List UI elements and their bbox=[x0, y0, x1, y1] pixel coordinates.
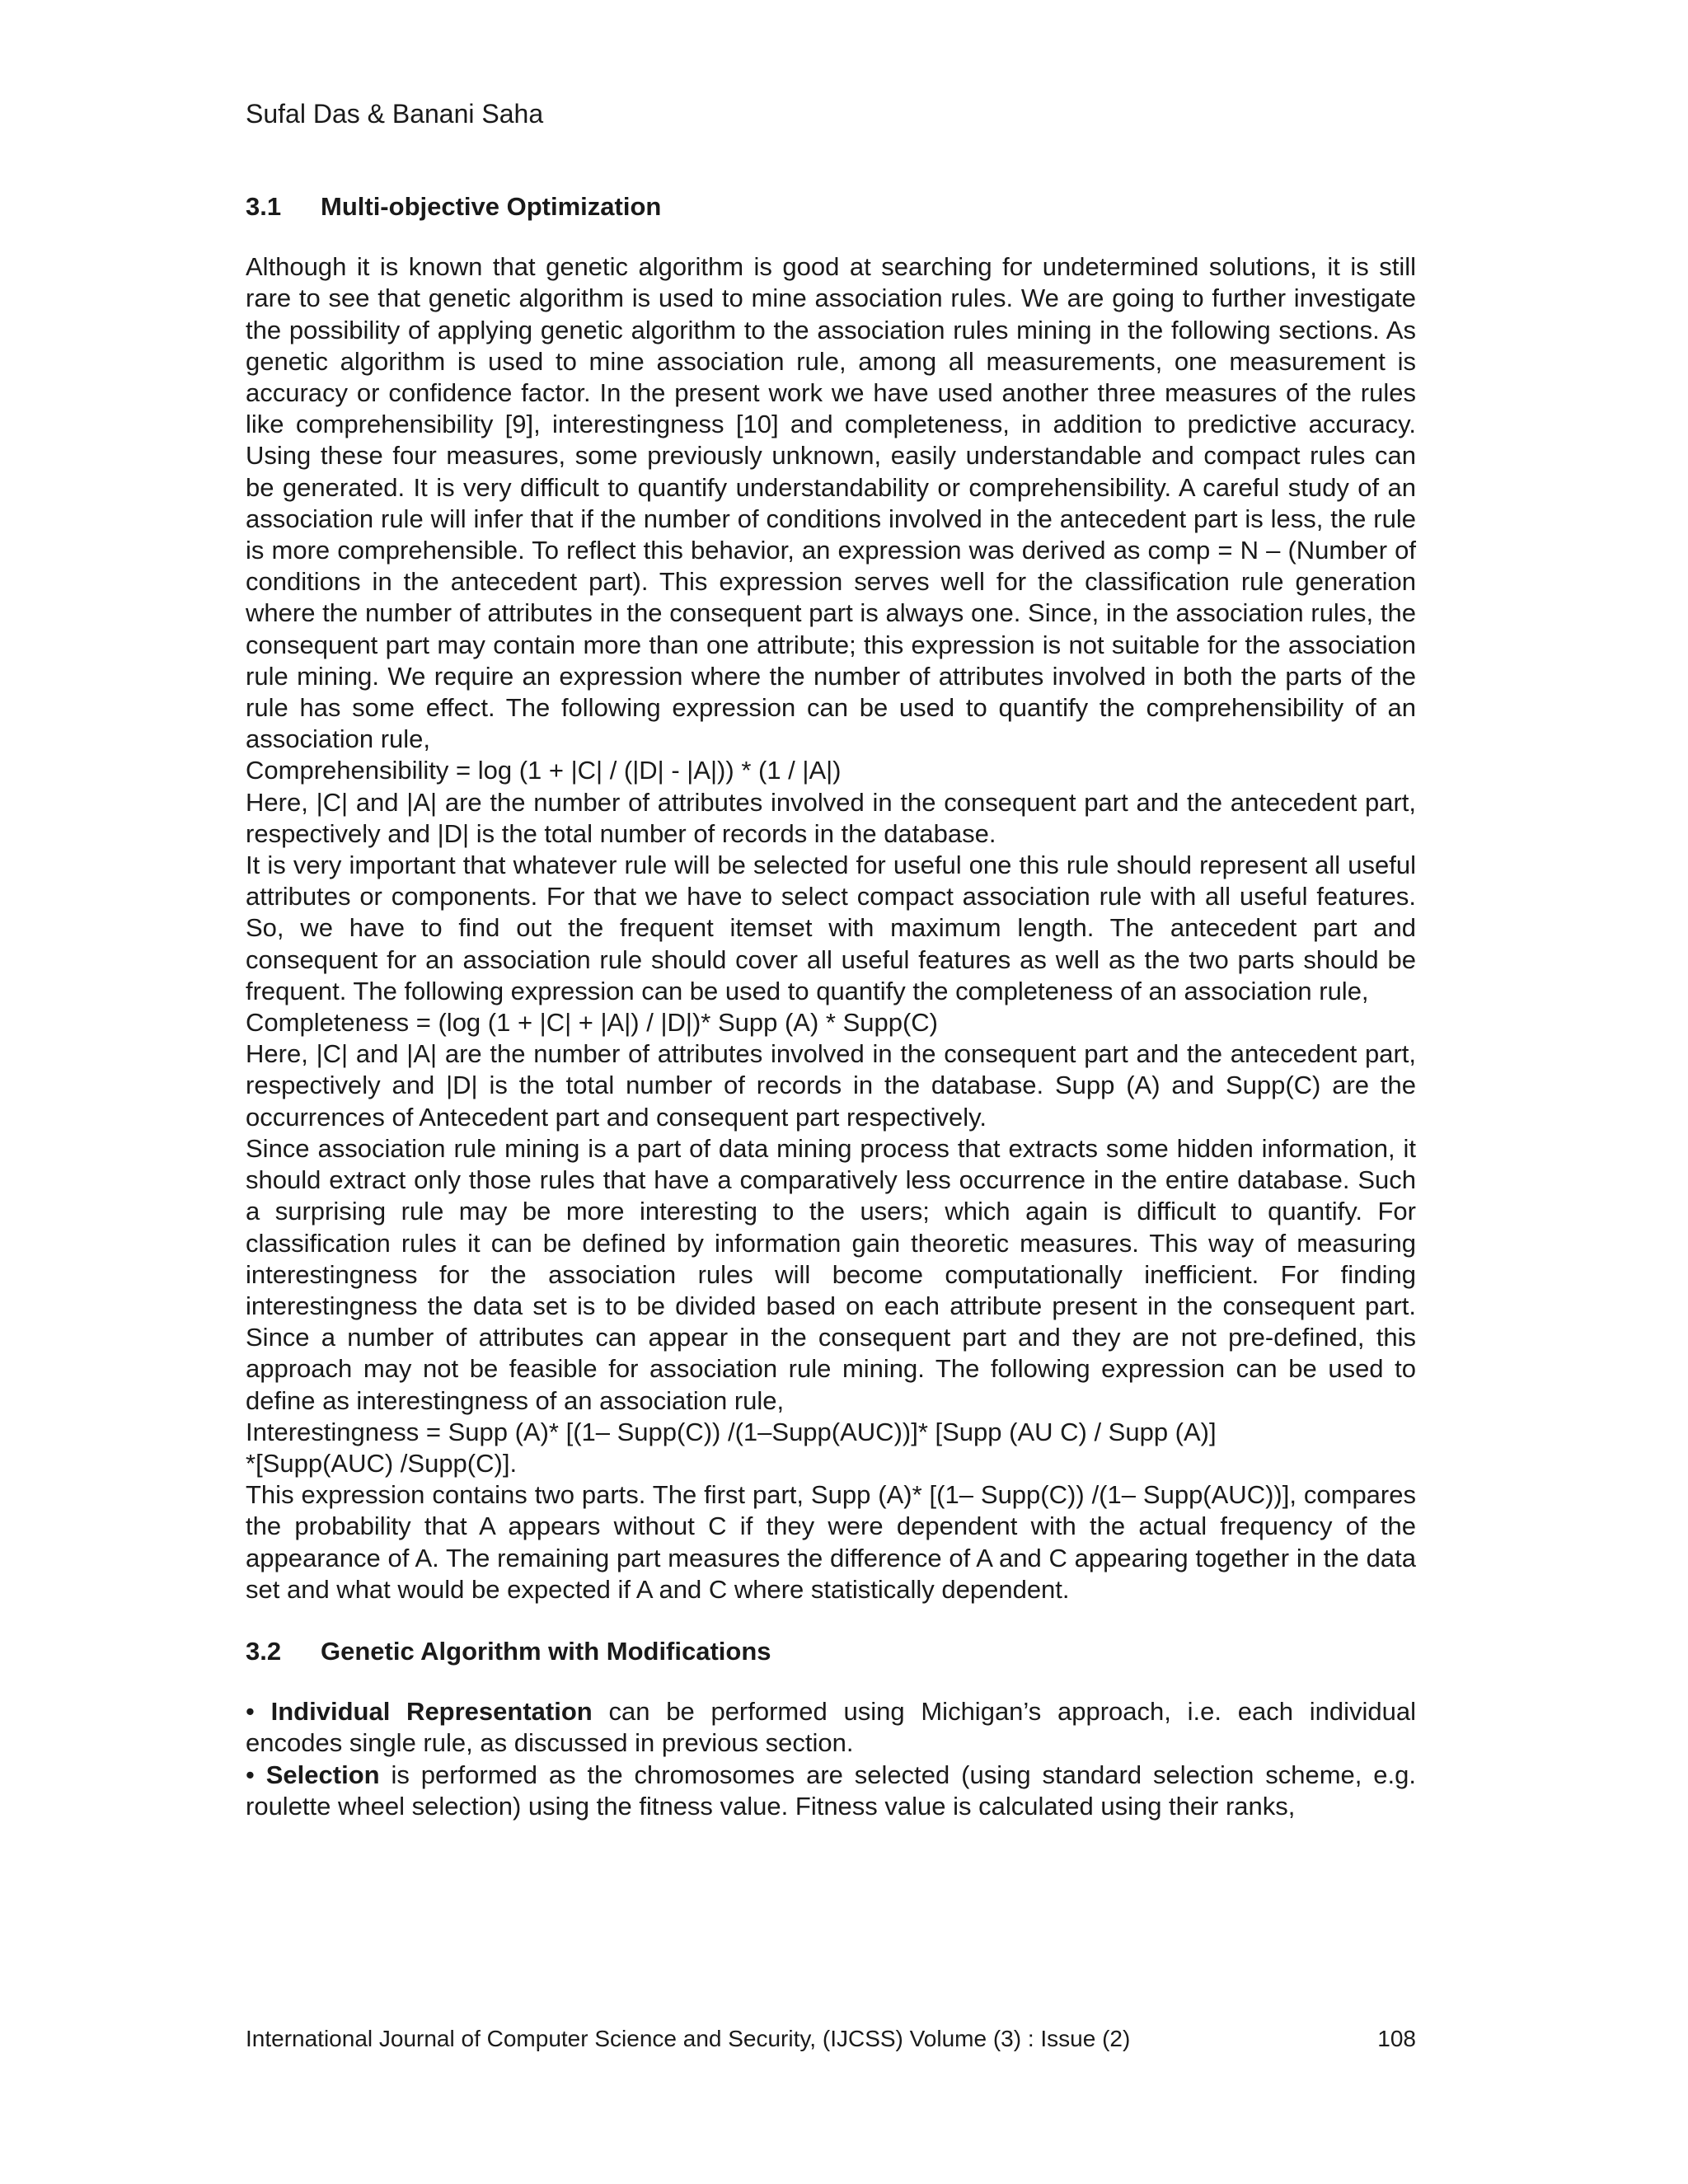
formula-interestingness-line1: Interestingness = Supp (A)* [(1– Supp(C)) /(1–Supp(AUC))]* [Supp (AU C) / Supp (A)] bbox=[246, 1417, 1217, 1446]
paragraph: Since association rule mining is a part of data mining process that extracts some hidden information, it should extract only those rules that have a comparatively less occurrence in the entire database. Such a surprising rule may be more interesting to the users; which again is difficult to quantify. For classification rules it can be defined by information gain theoretic measures. This way of measuring interestingness for the association rules will become computationally inefficient. For finding interestingness the data set is to be divided based on each attribute present in the consequent part. Since a number of attributes can appear in the consequent part and they are not pre-defined, this approach may not be feasible for association rule mining. The following expression can be used to define as interestingness of an association rule, bbox=[246, 1133, 1416, 1415]
section-number: 3.2 bbox=[246, 1636, 282, 1666]
paragraph: It is very important that whatever rule will be selected for useful one this rule should represent all useful attributes or components. For that we have to select compact association rule with all useful features. So, we have to find out the frequent itemset with maximum length. The antecedent part and consequent for an association rule should cover all useful features as well as the two parts should be frequent. The following expression can be used to quantify the completeness of an association rule, bbox=[246, 851, 1416, 1005]
formula-interestingness-line2: *[Supp(AUC) /Supp(C)]. bbox=[246, 1448, 518, 1478]
paragraph: Although it is known that genetic algorithm is good at searching for undetermined solutions, it is still rare to see that genetic algorithm is used to mine association rules. We are going to further investigate the possibility of applying genetic algorithm to the association rules mining in the following sections. As genetic algorithm is used to mine association rule, among all measurements, one measurement is accuracy or confidence factor. In the present work we have used another three measures of the rules like comprehensibility [9], interestingness [10] and completeness, in addition to predictive accuracy. Using these four measures, some previously unknown, easily understandable and compact rules can be generated. It is very difficult to quantify understandability or comprehensibility. A careful study of an association rule will infer that if the number of conditions involved in the antecedent part is less, the rule is more comprehensible. To reflect this behavior, an expression was derived as comp = N – (Number of conditions in the antecedent part). This expression serves well for the classification rule generation where the number of attributes in the consequent part is always one. Since, in the association rules, the consequent part may contain more than one attribute; this expression is not suitable for the association rule mining. We require an expression where the number of attributes involved in both the parts of the rule has some effect. The following expression can be used to quantify the comprehensibility of an association rule, bbox=[246, 252, 1416, 754]
section-heading-3-1 bbox=[246, 191, 1416, 223]
bullet-selection bbox=[246, 1760, 1416, 1822]
paragraph: Here, |C| and |A| are the number of attributes involved in the consequent part and the antecedent part, respectively and |D| is the total number of records in the database. bbox=[246, 787, 1416, 848]
bullet-icon: • bbox=[246, 1760, 255, 1789]
bullet-term: Individual Representation bbox=[270, 1697, 593, 1727]
section-number: 3.1 bbox=[246, 192, 282, 221]
section-title: Genetic Algorithm with Modifications bbox=[321, 1636, 771, 1666]
bullet-icon: • bbox=[246, 1697, 255, 1727]
page-footer bbox=[246, 2024, 1416, 2054]
running-header: Sufal Das & Banani Saha bbox=[246, 99, 544, 129]
bullet-text: is performed as the chromosomes are selected (using standard selection scheme, e.g. roulette wheel selection) using the fitness value. Fitness value is calculated using their ranks, bbox=[246, 1760, 1416, 1821]
section-heading-3-2 bbox=[246, 1636, 1416, 1667]
formula-completeness: Completeness = (log (1 + |C| + |A|) / |D|)* Supp (A) * Supp(C) bbox=[246, 1008, 938, 1038]
formula-comprehensibility: Comprehensibility = log (1 + |C| / (|D| - |A|)) * (1 / |A|) bbox=[246, 756, 842, 785]
page-body bbox=[246, 191, 1416, 1822]
paragraph: This expression contains two parts. The first part, Supp (A)* [(1– Supp(C)) /(1– Supp(AUC))], compares the probability that A appears without C if they were dependent with the actual frequency of the appearance of A. The remaining part measures the difference of A and C appearing together in the data set and what would be expected if A and C where statistically dependent. bbox=[246, 1480, 1416, 1604]
journal-citation: International Journal of Computer Science and Security, (IJCSS) Volume (3) : Issue (2) bbox=[246, 2026, 1131, 2051]
bullet-text: can be performed using Michigan’s approach, i.e. each individual encodes single rule, as discussed in previous section. bbox=[246, 1697, 1416, 1758]
bullet-term: Selection bbox=[265, 1760, 380, 1789]
section-title: Multi-objective Optimization bbox=[321, 192, 662, 221]
page-number: 108 bbox=[1377, 2026, 1416, 2051]
bullet-individual-representation bbox=[246, 1696, 1416, 1759]
paragraph: Here, |C| and |A| are the number of attributes involved in the consequent part and the antecedent part, respectively and |D| is the total number of records in the database. Supp (A) and Supp(C) are the occurrences of Antecedent part and consequent part respectively. bbox=[246, 1039, 1416, 1132]
